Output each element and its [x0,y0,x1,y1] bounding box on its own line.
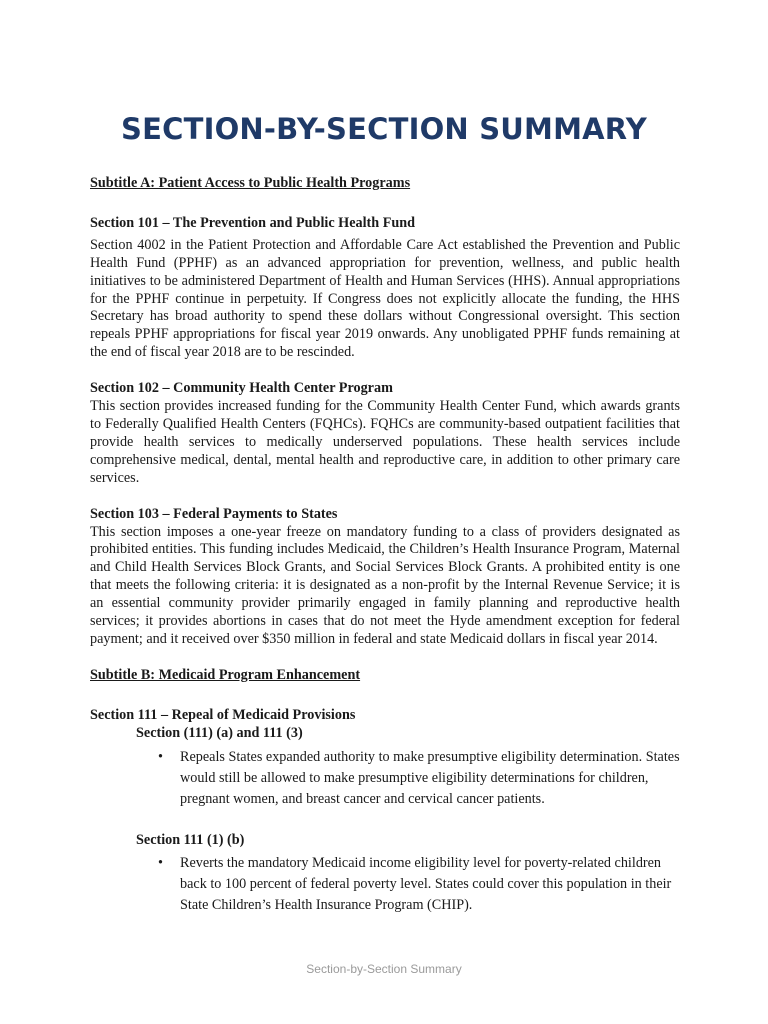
section-103-heading: Section 103 – Federal Payments to States [90,505,338,522]
subtitle-a-heading: Subtitle A: Patient Access to Public Health Programs [90,175,411,191]
section-103-text: This section imposes a one-year freeze on mandatory funding to a class of providers designated as prohibited entities. This funding includes Medicaid, the Children’s Health Insurance Program, Maternal and Child Health Services Block Grants, and Social Services Block Grants. A prohibited entity is one that meets the following criteria: it is designated as a non-profit by the Internal Revenue Service; it is an essential community provider primarily engaged in family planning and reproductive health services; it provides abortions in cases that do not meet the Hyde amendment exception for federal payment; and it received over $350 million in federal and state Medicaid dollars in fiscal year 2014. [90,523,680,647]
list-item [90,747,680,810]
bullet-icon: • [158,748,163,765]
bullet-text: Reverts the mandatory Medicaid income eligibility level for poverty-related children back to 100 percent of federal poverty level. States could cover this population in their State Children’s Health Insurance Program (CHIP). [180,855,672,914]
list-item [90,853,680,916]
bullet-text: Repeals States expanded authority to make presumptive eligibility determination. States would still be allowed to make presumptive eligibility determinations for children, pregnant women, and breast cancer and cervical cancer patients. [180,748,680,807]
bullet-icon: • [158,855,163,872]
section-101-heading: Section 101 – The Prevention and Public Health Fund [90,214,416,231]
section-111-a-heading: Section (111) (a) and 111 (3) [136,724,303,741]
document-body [90,175,680,916]
section-102-text: This section provides increased funding for the Community Health Center Fund, which awards grants to Federally Qualified Health Centers (FQHCs). FQHCs are community-based outpatient facilities that provide health services to medically underserved populations. These health services include comprehensive medical, dental, mental health and reproductive care, in addition to other primary care services. [90,398,680,486]
page-footer: Section-by-Section Summary [306,962,462,976]
section-101-text: Section 4002 in the Patient Protection and Affordable Care Act established the Prevention and Public Health Fund (PPHF) as an advanced appropriation for prevention, wellness, and public health initiatives to be administered Department of Health and Human Services (HHS). Annual appropriations for the PPHF continue in perpetuity. If Congress does not explicitly allocate the funding, the HHS Secretary has broad authority to spend these dollars without Congressional oversight. This section repeals PPHF appropriations for fiscal year 2019 onwards. Any unobligated PPHF funds remaining at the end of fiscal year 2018 are to be rescinded. [90,236,680,361]
section-111-1b-heading: Section 111 (1) (b) [136,831,245,848]
section-102-heading: Section 102 – Community Health Center Program [90,380,393,397]
section-111-heading: Section 111 – Repeal of Medicaid Provisions [90,706,356,723]
subtitle-b-heading: Subtitle B: Medicaid Program Enhancement [90,666,361,683]
section-111-a-bullets [90,747,680,810]
document-title: SECTION-BY-SECTION SUMMARY [121,112,647,146]
section-111-1b-bullets [90,853,680,916]
